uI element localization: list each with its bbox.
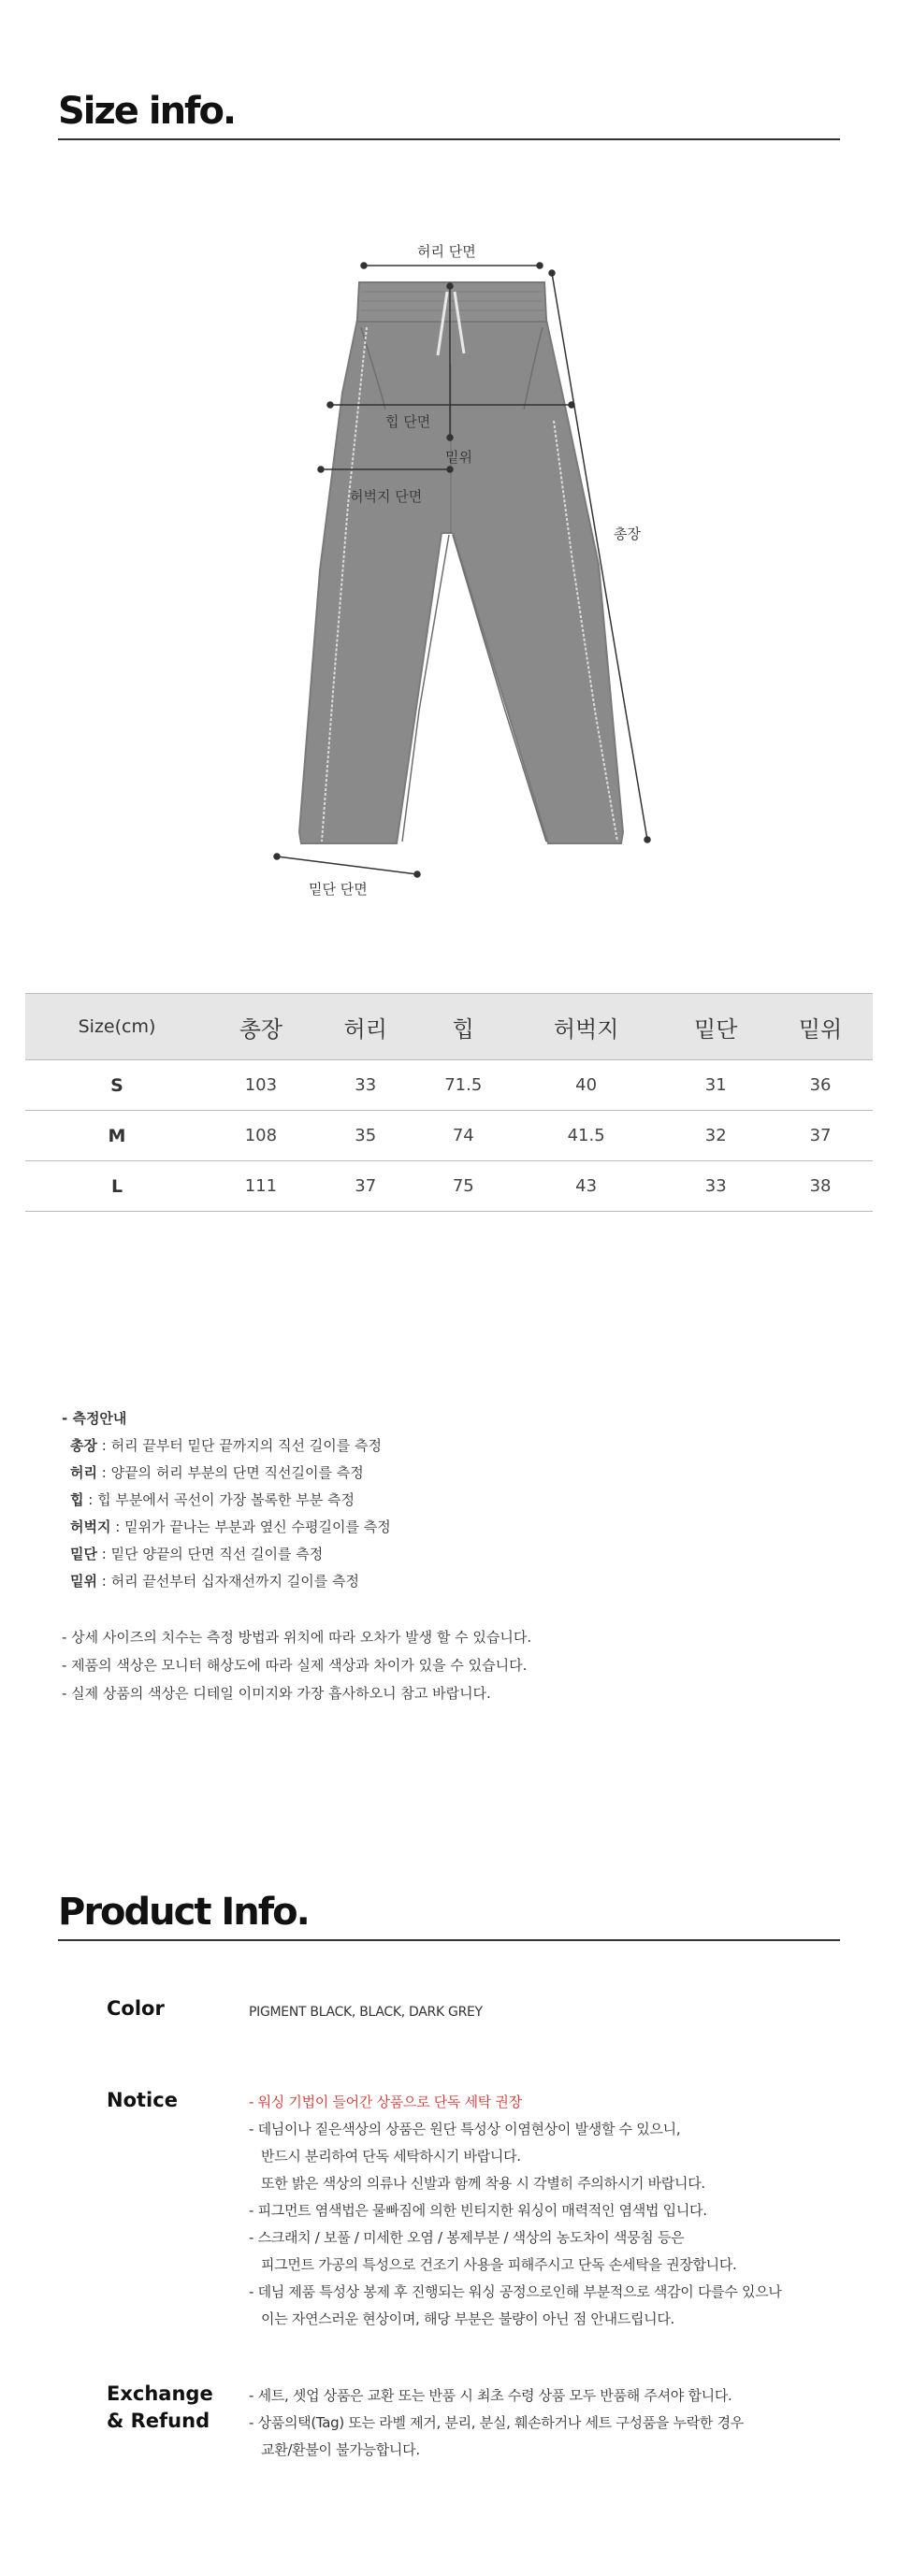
header-total-length: 총장 (209, 994, 313, 1060)
table-cell: 32 (663, 1111, 768, 1161)
exchange-line: - 상품의택(Tag) 또는 라벨 제거, 분리, 분실, 훼손하거나 세트 구성품을 누락한 경우 (249, 2414, 744, 2431)
guide-term: 허벅지 (70, 1518, 111, 1535)
notice-line: - 데님 제품 특성상 봉제 후 진행되는 워싱 공정으로인해 부분적으로 색감이 다를수 있으나 (249, 2283, 782, 2300)
header-hem: 밑단 (663, 994, 768, 1060)
table-cell: 31 (663, 1060, 768, 1111)
notice-label: Notice (107, 2089, 178, 2111)
guide-item (62, 1432, 391, 1460)
exchange-label-line-2: & Refund (107, 2410, 210, 2432)
guide-desc: : 허리 끝선부터 십자재선까지 길이를 측정 (96, 1573, 359, 1590)
guide-desc: : 허리 끝부터 밑단 끝까지의 직선 길이를 측정 (96, 1437, 383, 1454)
guide-heading: - 측정안내 (62, 1410, 127, 1427)
table-cell: 111 (209, 1161, 313, 1212)
table-row (25, 1060, 873, 1111)
table-cell: 74 (418, 1111, 509, 1161)
table-cell: 38 (768, 1161, 873, 1212)
table-cell: 108 (209, 1111, 313, 1161)
header-size: Size(cm) (25, 994, 209, 1060)
notice-line: - 스크래치 / 보풀 / 미세한 오염 / 봉제부분 / 색상의 농도차이 색뭉침 등은 (249, 2229, 685, 2246)
color-value: PIGMENT BLACK, BLACK, DARK GREY (249, 2005, 483, 2020)
disclaimer-item: - 제품의 색상은 모니터 해상도에 따라 실제 색상과 차이가 있을 수 있습니다. (62, 1657, 528, 1674)
rise-label: 밑위 (445, 449, 472, 466)
guide-desc: : 양끝의 허리 부분의 단면 직선길이를 측정 (96, 1464, 364, 1481)
exchange-line: - 세트, 셋업 상품은 교환 또는 반품 시 최초 수령 상품 모두 반품해 주셔야 합니다. (249, 2387, 732, 2404)
notice-line: 또한 밝은 색상의 의류나 신발과 함께 착용 시 각별히 주의하시기 바랍니다. (261, 2175, 705, 2192)
exchange-label-line-1: Exchange (107, 2382, 213, 2405)
notice-warning: - 워싱 기법이 들어간 상품으로 단독 세탁 권장 (249, 2094, 522, 2110)
guide-term: 총장 (70, 1437, 97, 1454)
table-cell: 33 (313, 1060, 418, 1111)
title-divider (58, 138, 840, 140)
table-cell: 71.5 (418, 1060, 509, 1111)
color-label: Color (107, 1997, 165, 2020)
notice-line: 피그먼트 가공의 특성으로 건조기 사용을 피해주시고 단독 손세탁을 권장합니다. (261, 2256, 737, 2273)
hem-label: 밑단 단면 (309, 881, 368, 898)
size-info-title: Size info. (58, 90, 236, 133)
table-cell: 35 (313, 1111, 418, 1161)
table-cell: 103 (209, 1060, 313, 1111)
waist-label: 허리 단면 (417, 243, 476, 260)
guide-item (62, 1460, 391, 1487)
notice-text (249, 2089, 782, 2333)
table-row (25, 1161, 873, 1212)
disclaimer-list (62, 1623, 531, 1707)
hip-label: 힙 단면 (385, 413, 431, 430)
guide-desc: : 밑위가 끝나는 부분과 옆신 수평길이를 측정 (110, 1518, 391, 1535)
guide-item (62, 1514, 391, 1541)
pants-illustration (0, 224, 898, 898)
header-rise: 밑위 (768, 994, 873, 1060)
guide-desc: : 밑단 양끝의 단면 직선 길이를 측정 (96, 1546, 324, 1562)
size-cell: L (25, 1161, 209, 1212)
exchange-line: 교환/환불이 불가능합니다. (261, 2441, 420, 2458)
guide-term: 밑위 (70, 1573, 97, 1590)
pants-size-diagram (0, 224, 898, 898)
guide-item (62, 1487, 391, 1514)
header-thigh: 허벅지 (509, 994, 663, 1060)
guide-desc: : 힙 부분에서 곡선이 가장 볼록한 부분 측정 (83, 1491, 355, 1508)
product-info-title: Product Info. (58, 1891, 309, 1934)
table-cell: 37 (313, 1161, 418, 1212)
table-header-row (25, 994, 873, 1060)
size-cell: S (25, 1060, 209, 1111)
table-row (25, 1111, 873, 1161)
guide-term: 힙 (70, 1491, 84, 1508)
measurement-guide (62, 1405, 391, 1595)
guide-term: 허리 (70, 1464, 97, 1481)
header-hip: 힙 (418, 994, 509, 1060)
table-cell: 33 (663, 1161, 768, 1212)
exchange-text (249, 2382, 744, 2464)
guide-item (62, 1541, 391, 1568)
notice-line: - 피그먼트 염색법은 물빠짐에 의한 빈티지한 워싱이 매력적인 염색법 입니다. (249, 2202, 707, 2219)
exchange-label (107, 2381, 213, 2435)
disclaimer-item: - 실제 상품의 색상은 디테일 이미지와 가장 흡사하오니 참고 바랍니다. (62, 1685, 491, 1702)
table-cell: 75 (418, 1161, 509, 1212)
table-cell: 41.5 (509, 1111, 663, 1161)
table-cell: 36 (768, 1060, 873, 1111)
notice-line: 이는 자연스러운 현상이며, 해당 부분은 불량이 아닌 점 안내드립니다. (261, 2310, 675, 2327)
notice-line: - 데님이나 짙은색상의 상품은 원단 특성상 이염현상이 발생할 수 있으니, (249, 2121, 681, 2137)
size-table (25, 993, 873, 1212)
notice-line: 반드시 분리하여 단독 세탁하시기 바랍니다. (261, 2148, 521, 2165)
thigh-label: 허벅지 단면 (350, 488, 423, 505)
guide-item (62, 1568, 391, 1595)
title-divider (58, 1939, 840, 1941)
guide-term: 밑단 (70, 1546, 97, 1562)
length-label: 총장 (614, 525, 641, 542)
table-cell: 37 (768, 1111, 873, 1161)
table-cell: 40 (509, 1060, 663, 1111)
table-cell: 43 (509, 1161, 663, 1212)
disclaimer-item: - 상세 사이즈의 치수는 측정 방법과 위치에 따라 오차가 발생 할 수 있습니다. (62, 1629, 532, 1646)
header-waist: 허리 (313, 994, 418, 1060)
size-cell: M (25, 1111, 209, 1161)
